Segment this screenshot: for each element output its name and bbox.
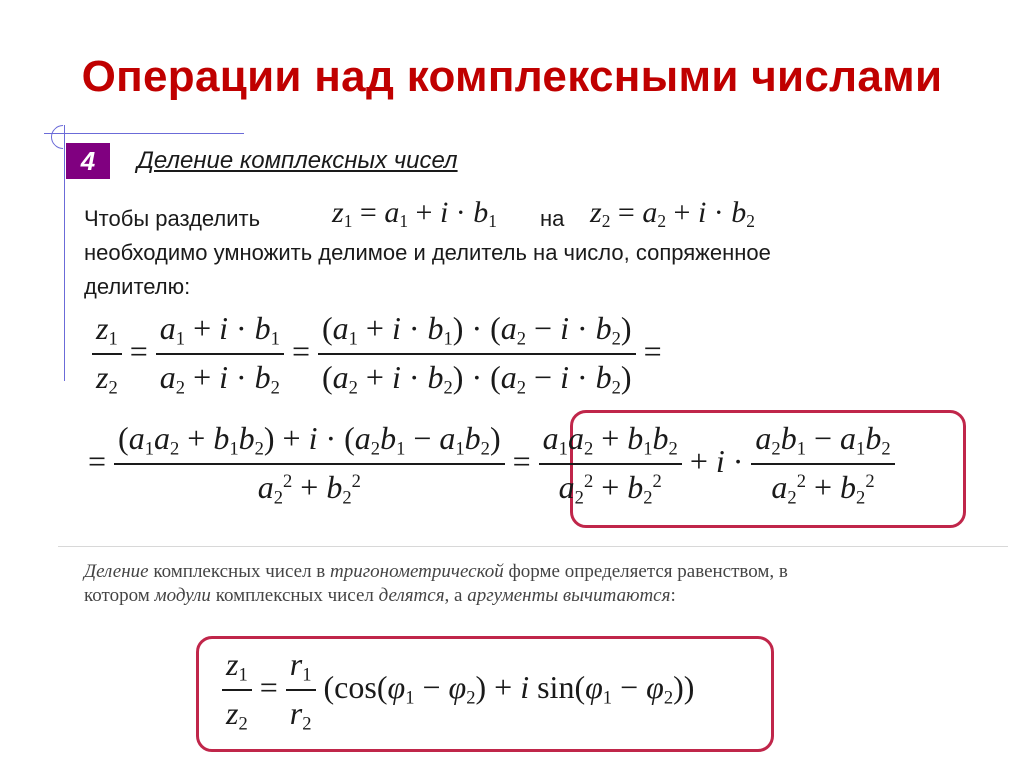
- text-by: на: [540, 206, 565, 231]
- page-title: Операции над комплексными числами: [81, 52, 943, 101]
- formula-z2: $z_2 = a_2 + i \cdot b_2$: [590, 196, 755, 232]
- section-heading: Деление комплексных чисел: [137, 147, 458, 174]
- formula-z1: $z_1 = a_1 + i \cdot b_1$: [332, 196, 497, 232]
- note-part: комплексных чисел: [210, 585, 379, 606]
- note-part: модули: [154, 585, 211, 606]
- note-part: форме определяется равенством, в: [503, 561, 788, 582]
- note-part: , а: [444, 585, 468, 606]
- note-part: тригонометрической: [330, 561, 504, 582]
- note-part: котором: [84, 585, 155, 606]
- formula-trig-division: $\frac{z_1}{z_2}$ = $\frac{r_1}{r_2}$ ($\cos(\varphi_1 - \varphi_2) + i$ $\sin(\varphi_1 - \varphi_2)$): [222, 646, 694, 735]
- note-part: комплексных чисел в: [148, 561, 331, 582]
- section-number-badge: 4: [66, 143, 110, 179]
- note-part: аргументы вычитаются: [467, 585, 671, 606]
- note-part: Деление: [84, 561, 149, 582]
- formula-division-step1: $\frac{z_1}{z_2}$ = $\frac{a_1 + i \cdot b_1}{a_2 + i \cdot b_2}$ = $\frac{(a_1 + i \cdot b_1) \cdot (a_2 - i \cdot b_2)}{(a_2 + i \cdot b_2) \cdot (a_2 - i \cdot b_2)}$ =: [92, 310, 662, 399]
- text-to-divide: Чтобы разделить: [84, 206, 261, 231]
- note-part: :: [670, 585, 676, 606]
- text-line3: делителю:: [84, 274, 191, 299]
- note-part: делятся: [378, 585, 445, 606]
- text-line2: необходимо умножить делимое и делитель на число, сопряженное: [84, 240, 771, 265]
- note-divider: [58, 546, 1008, 547]
- trig-form-note: [84, 560, 1004, 608]
- decor-vertical-rule: [64, 125, 65, 381]
- formula-division-step2: = $\frac{(a_1a_2 + b_1b_2) + i \cdot (a_2b_1 - a_1b_2)}{a_2^2 + b_2^2}$ = $\frac{a_1a_2 + b_1b_2}{a_2^2 + b_2^2}$ + i · $\frac{a_2b_1 - a_1b_2}{a_2^2 + b_2^2}$: [88, 420, 895, 509]
